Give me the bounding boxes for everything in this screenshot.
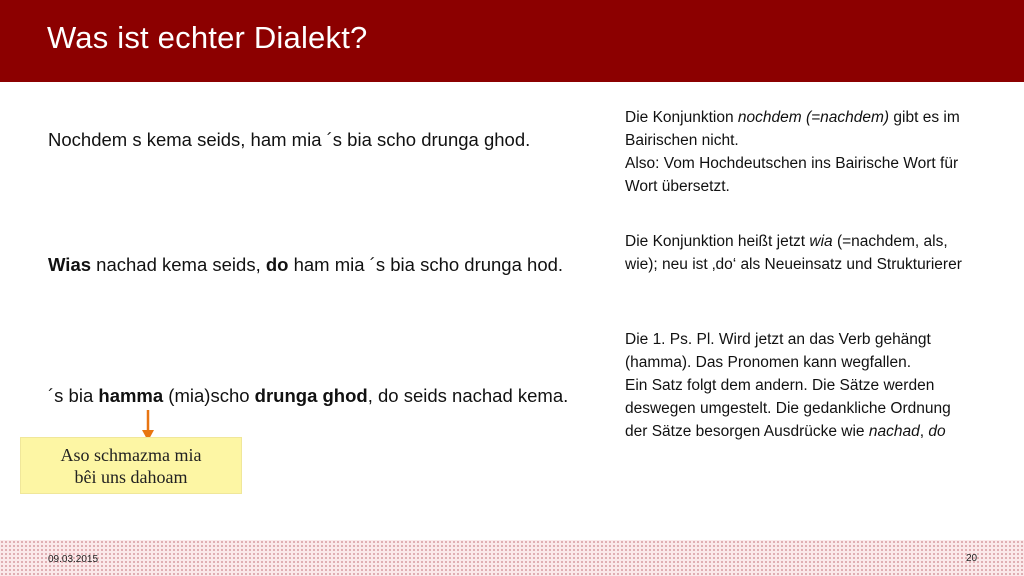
note-segment: Die Konjunktion — [625, 109, 738, 126]
note-2 — [625, 230, 965, 276]
note-1 — [625, 106, 965, 198]
callout-line-2: bêi uns dahoam — [74, 467, 188, 487]
note-segment: wia — [809, 233, 833, 250]
note-segment: Die Konjunktion heißt jetzt — [625, 233, 810, 250]
callout-line-1: Aso schmazma mia — [60, 445, 202, 465]
note-segment: Die 1. Ps. Pl. Wird jetzt an das Verb gehängt (hamma). Das Pronomen kann wegfallen. — [625, 331, 931, 371]
footer-pattern — [0, 540, 1024, 576]
note-segment: Ein Satz folgt dem andern. Die Sätze werden deswegen umgestelt. Die gedankliche Ordnung der Sätze besorgen Ausdrücke wie — [625, 377, 951, 440]
slide-title: Was ist echter Dialekt? — [47, 20, 368, 55]
sentence-segment: Nochdem s kema seids, ham mia ´s bia scho drunga ghod. — [48, 129, 531, 150]
page-number: 20 — [966, 553, 978, 564]
note-segment: nochdem (=nachdem) — [737, 109, 890, 126]
sentence-segment: , do seids nachad kema. — [367, 385, 569, 406]
sentence-segment: ham mia ´s bia scho drunga hod. — [288, 254, 564, 275]
sentence-1 — [48, 129, 530, 151]
note-segment: (=nachdem, als, wie); neu ist ‚do‘ als Neueinsatz und Strukturierer — [625, 233, 962, 273]
sentence-segment: do — [265, 254, 289, 275]
sentence-segment: Wias — [48, 254, 92, 275]
sentence-segment: (mia)scho — [163, 385, 255, 406]
note-segment: gibt es im Bairischen nicht. — [625, 109, 960, 149]
sentence-segment: ´s bia — [48, 385, 99, 406]
note-segment: Also: Vom Hochdeutschen ins Bairische Wort für Wort übersetzt. — [625, 155, 959, 195]
note-segment: , — [919, 423, 929, 440]
sentence-segment: drunga ghod — [254, 385, 368, 406]
note-segment: nachad — [868, 423, 920, 440]
dialect-callout — [20, 437, 242, 494]
note-segment: do — [928, 423, 946, 440]
sentence-segment: nachad kema seids, — [91, 254, 266, 275]
footer-date: 09.03.2015 — [48, 554, 99, 565]
note-3 — [625, 328, 965, 443]
sentence-segment: hamma — [98, 385, 164, 406]
sentence-3 — [48, 385, 568, 407]
sentence-2 — [48, 254, 563, 276]
